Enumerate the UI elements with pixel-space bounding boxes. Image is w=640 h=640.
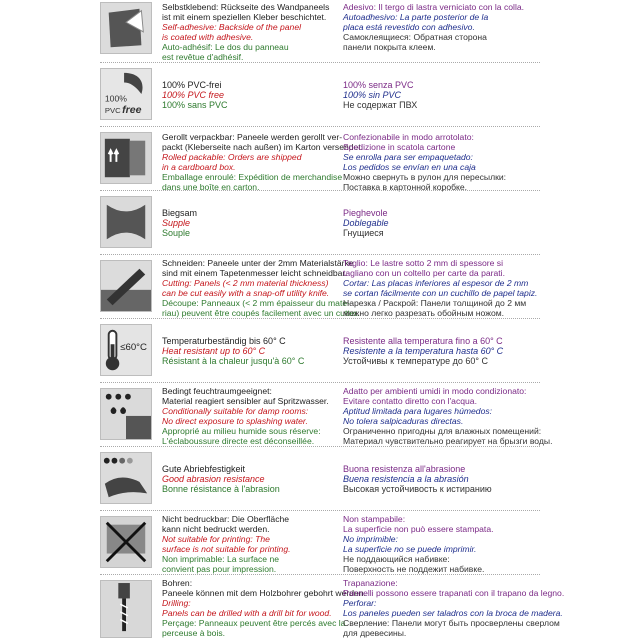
abrasion-resistance-icon	[100, 452, 152, 504]
text-en-1: Cutting: Panels (< 2 mm material thickness)	[162, 278, 329, 288]
text-fr-1: Non imprimable: La surface ne	[162, 554, 280, 564]
adhesive-backing-icon	[100, 2, 152, 54]
icon-text-100: 100%	[104, 93, 127, 104]
text-en-1: Heat resistant up to 60° C	[162, 346, 266, 356]
text-en-1: Drilling:	[162, 598, 191, 608]
text-en-1: Rolled packable: Orders are shipped	[162, 152, 302, 162]
right-text-block	[343, 2, 528, 52]
text-it-1: Resistente alla temperatura fino a 60° C	[343, 336, 503, 346]
text-fr-1: Auto-adhésif: Le dos du panneau	[162, 42, 289, 52]
text-de-2: Paneele können mit dem Holzbohrer gebohrt werden.	[162, 588, 366, 598]
text-fr-1: Résistant à la chaleur jusqu'à 60° C	[162, 356, 305, 366]
text-ru-1: Не содержат ПВХ	[343, 100, 418, 110]
left-text-block	[162, 336, 334, 366]
right-text-block	[343, 514, 528, 574]
text-de-2: packt (Kleberseite nach außen) im Karton versendet.	[162, 142, 364, 152]
text-ru-2: Поверхность не поддежит набивке.	[343, 564, 485, 574]
text-ru-2: Материал чувствительно реагирует на брызги воды.	[343, 436, 553, 446]
text-fr-2: perceuse à bois.	[162, 628, 226, 638]
text-en-1: 100% PVC free	[162, 90, 225, 100]
text-de-1: Gute Abriebfestigkeit	[162, 464, 246, 474]
pvc-free-icon	[100, 68, 152, 120]
text-en-1: Supple	[162, 218, 191, 228]
text-ru-2: панели покрыта клеем.	[343, 42, 436, 52]
text-fr-2: dans une boîte en carton.	[162, 182, 260, 192]
right-text-block	[343, 386, 553, 446]
text-de-1: Temperaturbeständig bis 60° C	[162, 336, 286, 346]
text-de-1: 100% PVC-frei	[162, 80, 222, 90]
text-es-1: No imprimible:	[343, 534, 398, 544]
text-es-1: Aptitud limitada para lugares húmedos:	[343, 406, 493, 416]
text-en-2: is coated with adhesive.	[162, 32, 254, 42]
text-en-1: Self-adhesive: Backside of the panel	[162, 22, 302, 32]
text-de-2: sind mit einem Tapetenmesser leicht schneidbar.	[162, 268, 348, 278]
text-ru-1: Сверление: Панели могут быть просверлены сверлом	[343, 618, 560, 628]
text-ru-1: Нарезка / Раскрой: Панели толщиной до 2 мм	[343, 298, 527, 308]
text-de-2: Material reagiert sensibler auf Spritzwasser.	[162, 396, 329, 406]
text-fr-1: Perçage: Panneaux peuvent être percés avec la	[162, 618, 346, 628]
text-ru-1: Самоклеящиеся: Обратная сторона	[343, 32, 487, 42]
text-es-2: Los paneles pueden ser taladros con la broca de madera.	[343, 608, 563, 618]
thermometer-icon	[100, 324, 152, 376]
left-text-block	[162, 464, 334, 494]
left-text-block	[162, 80, 334, 110]
drill-icon	[100, 580, 152, 638]
text-en-2: No direct exposure to splashing water.	[162, 416, 308, 426]
text-fr-1: 100% sans PVC	[162, 100, 228, 110]
right-text-block	[343, 464, 528, 494]
icon-text-temp: ≤60°C	[120, 342, 147, 353]
text-es-1: Autoadhesivo: La parte posterior de la	[343, 12, 489, 22]
text-de-1: Selbstklebend: Rückseite des Wandpaneels	[162, 2, 330, 12]
text-es-2: No tolera salpicaduras directas.	[343, 416, 464, 426]
text-it-1: Taglio: Le lastre sotto 2 mm di spessore si	[343, 258, 504, 268]
text-it-1: Pieghevole	[343, 208, 388, 218]
text-de-1: Bedingt feuchtraumgeeignet:	[162, 386, 272, 396]
text-en-1: Conditionally suitable for damp rooms:	[162, 406, 309, 416]
no-printing-icon	[100, 516, 152, 568]
text-ru-2: можно легко разрезать обойным ножом.	[343, 308, 505, 318]
text-it-1: Adesivo: Il tergo di lastra verniciato con la colla.	[343, 2, 525, 12]
text-en-2: Panels can be drilled with a drill bit for wood.	[162, 608, 332, 618]
icon-text-pvc: PVC	[104, 106, 121, 116]
text-it-1: 100% senza PVC	[343, 80, 414, 90]
text-ru-2: для древесины.	[343, 628, 407, 638]
text-ru-1: Устойчивы к температуре до 60° C	[343, 356, 488, 366]
text-fr-2: est revêtue d'adhésif.	[162, 52, 244, 62]
text-en-1: Not suitable for printing: The	[162, 534, 270, 544]
text-it-2: tagliano con un coltello per carte da parati.	[343, 268, 505, 278]
text-it-2: Evitare contatto diretto con l'acqua.	[343, 396, 477, 406]
text-ru-1: Можно свернуть в рулон для пересылки:	[343, 172, 507, 182]
left-text-block	[162, 514, 334, 574]
text-fr-2: riau) peuvent être coupés facilement avec un cutter.	[162, 308, 360, 318]
text-it-1: Adatto per ambienti umidi in modo condizionato:	[343, 386, 527, 396]
text-de-2: ist mit einem speziellen Kleber beschichtet.	[162, 12, 327, 22]
left-text-block	[162, 208, 334, 238]
text-de-1: Biegsam	[162, 208, 198, 218]
text-ru-2: Поставка в картонной коробке.	[343, 182, 468, 192]
rolled-package-icon	[100, 132, 152, 184]
text-it-1: Non stampabile:	[343, 514, 406, 524]
text-de-1: Nicht bedruckbar: Die Oberfläche	[162, 514, 290, 524]
cutter-knife-icon	[100, 260, 152, 312]
text-es-1: Doblegable	[343, 218, 389, 228]
text-es-2: Los pedidos se envían en una caja	[343, 162, 476, 172]
icon-text-free: free	[122, 104, 142, 117]
text-it-1: Confezionabile in modo arrotolato:	[343, 132, 474, 142]
text-ru-1: Ограниченно пригодны для влажных помещений:	[343, 426, 542, 436]
text-it-2: La superficie non può essere stampata.	[343, 524, 494, 534]
right-text-block	[343, 132, 528, 192]
text-en-2: surface is not suitable for printing.	[162, 544, 291, 554]
text-es-2: placa está revestido con adhesivo.	[343, 22, 475, 32]
text-es-1: Cortar: Las placas inferiores al espesor de 2 mm	[343, 278, 529, 288]
right-text-block	[343, 80, 528, 110]
right-text-block	[343, 258, 538, 318]
text-fr-2: convient pas pour impression.	[162, 564, 277, 574]
text-fr-1: Souple	[162, 228, 191, 238]
text-es-2: se cortan fácilmente con un cuchillo de papel tapiz.	[343, 288, 538, 298]
text-de-1: Schneiden: Paneele unter der 2mm Materialstärke	[162, 258, 354, 268]
text-en-2: can be cut easily with a snap-off utility knife.	[162, 288, 330, 298]
text-fr-1: Bonne résistance à l'abrasion	[162, 484, 280, 494]
water-drops-icon	[100, 388, 152, 440]
text-es-1: Se enrolla para ser empaquetado:	[343, 152, 473, 162]
text-fr-1: Emballage enroulé: Expédition de merchandise	[162, 172, 343, 182]
right-text-block	[343, 578, 565, 638]
text-de-1: Bohren:	[162, 578, 193, 588]
text-en-2: in a cardboard box.	[162, 162, 236, 172]
left-text-block	[162, 2, 334, 62]
right-text-block	[343, 336, 528, 366]
right-text-block	[343, 208, 528, 238]
text-ru-1: Высокая устойчивость к истиранию	[343, 484, 492, 494]
text-es-1: 100% sin PVC	[343, 90, 402, 100]
text-ru-1: Не поддающийся набивке:	[343, 554, 450, 564]
text-fr-1: Découpe: Panneaux (< 2 mm épaisseur du mate-	[162, 298, 350, 308]
text-it-2: Spedizione in scatola cartone	[343, 142, 456, 152]
text-it-1: Buona resistenza all'abrasione	[343, 464, 466, 474]
left-text-block	[162, 386, 334, 446]
left-text-block	[162, 132, 364, 192]
text-ru-1: Гнущиеся	[343, 228, 384, 238]
text-fr-2: L'éclaboussure directe est déconseillée.	[162, 436, 315, 446]
text-es-1: Perforar:	[343, 598, 377, 608]
flexible-panel-icon	[100, 196, 152, 248]
text-es-1: Resistente a la temperatura hasta 60° C	[343, 346, 504, 356]
text-it-1: Trapanazione:	[343, 578, 398, 588]
text-it-2: Pannelli possono essere trapanati con il trapano da legno.	[343, 588, 565, 598]
text-de-1: Gerollt verpackbar: Paneele werden gerollt ver-	[162, 132, 343, 142]
text-de-2: kann nicht bedruckt werden.	[162, 524, 270, 534]
text-es-2: La superficie no se puede imprimir.	[343, 544, 477, 554]
text-es-1: Buena resistencia a la abrasión	[343, 474, 469, 484]
left-text-block	[162, 258, 360, 318]
text-en-1: Good abrasion resistance	[162, 474, 265, 484]
text-fr-1: Approprié au milieu humide sous réserve:	[162, 426, 321, 436]
